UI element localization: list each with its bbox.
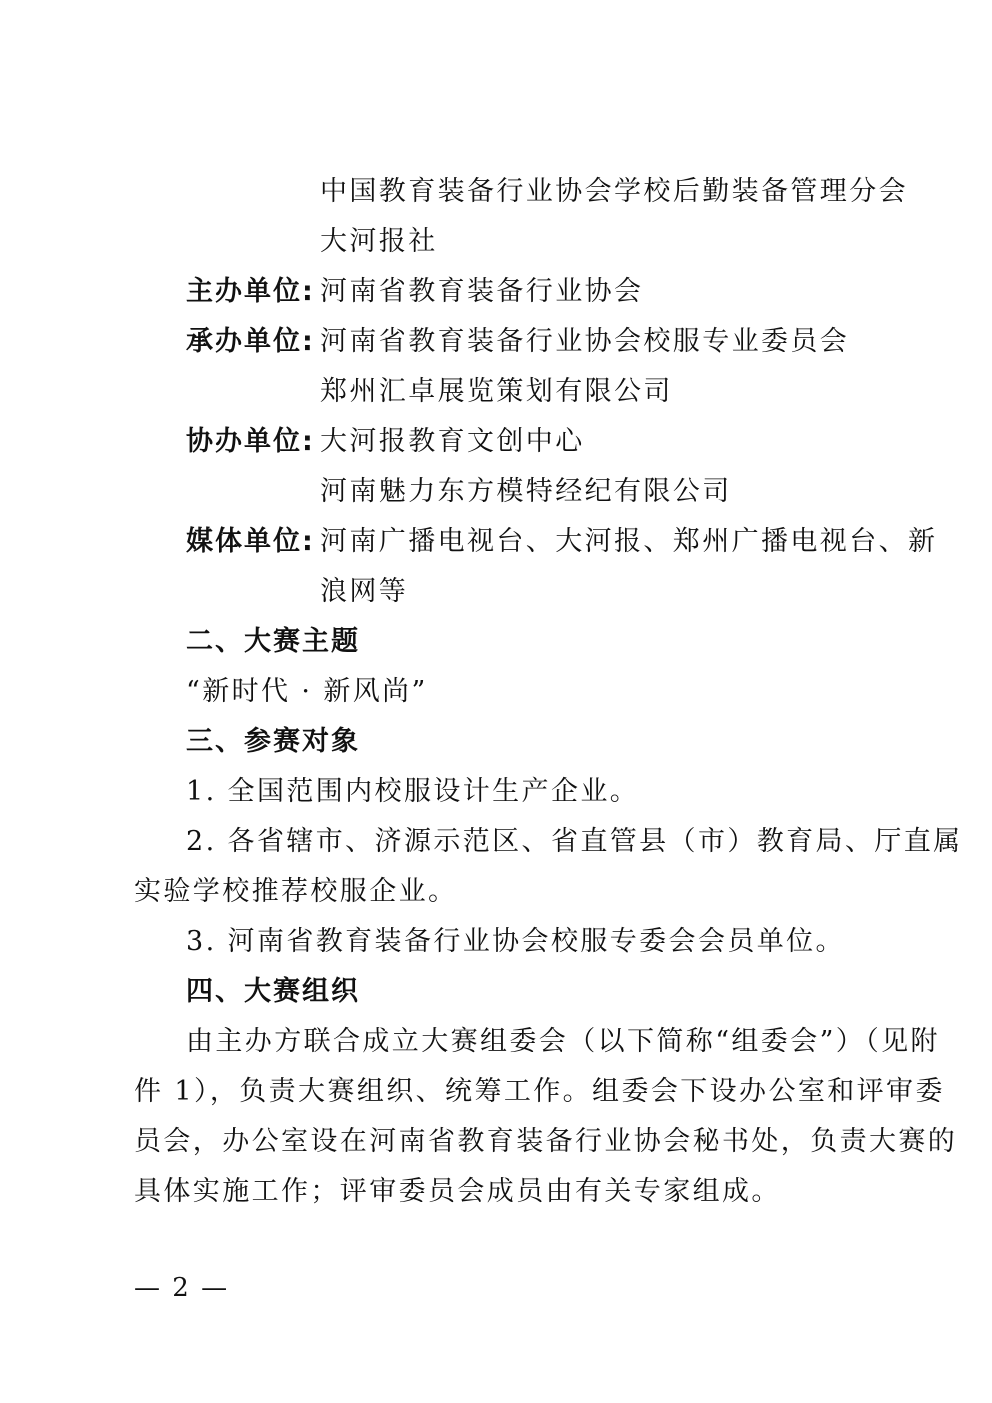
organizer-extra-2: 大河报社 [320,226,438,257]
organization-heading: 四、大赛组织 [186,976,360,1007]
co-organizer-value-2: 河南魅力东方模特经纪有限公司 [320,476,732,507]
participants-item-2-line-1: 2. 各省辖市、济源示范区、省直管县（市）教育局、厅直属 [186,826,963,857]
participants-item-1: 1. 全国范围内校服设计生产企业。 [186,776,640,807]
host-value: 河南省教育装备行业协会 [320,276,644,307]
page-number: — 2 — [134,1273,230,1303]
theme-heading: 二、大赛主题 [186,626,360,657]
media-label: 媒体单位: [186,526,315,557]
media-value-1: 河南广播电视台、大河报、郑州广播电视台、新 [320,526,938,557]
undertaker-value-2: 郑州汇卓展览策划有限公司 [320,376,673,407]
undertaker-value-1: 河南省教育装备行业协会校服专业委员会 [320,326,850,357]
undertaker-label: 承办单位: [186,326,315,357]
organizer-extra-1: 中国教育装备行业协会学校后勤装备管理分会 [320,176,908,207]
media-value-2: 浪网等 [320,576,409,607]
theme-text: “新时代 · 新风尚” [186,676,428,707]
organization-line-4: 具体实施工作；评审委员会成员由有关专家组成。 [134,1176,781,1207]
organization-line-2: 件 1），负责大赛组织、统筹工作。组委会下设办公室和评审委 [134,1076,945,1107]
host-label: 主办单位: [186,276,315,307]
participants-item-2-line-2: 实验学校推荐校服企业。 [134,876,458,907]
organization-line-1: 由主办方联合成立大赛组委会（以下简称“组委会”）（见附 [186,1026,940,1057]
co-organizer-value-1: 大河报教育文创中心 [320,426,585,457]
organization-line-3: 员会，办公室设在河南省教育装备行业协会秘书处，负责大赛的 [134,1126,958,1157]
co-organizer-label: 协办单位: [186,426,315,457]
participants-item-3: 3. 河南省教育装备行业协会校服专委会会员单位。 [186,926,845,957]
participants-heading: 三、参赛对象 [186,726,360,757]
